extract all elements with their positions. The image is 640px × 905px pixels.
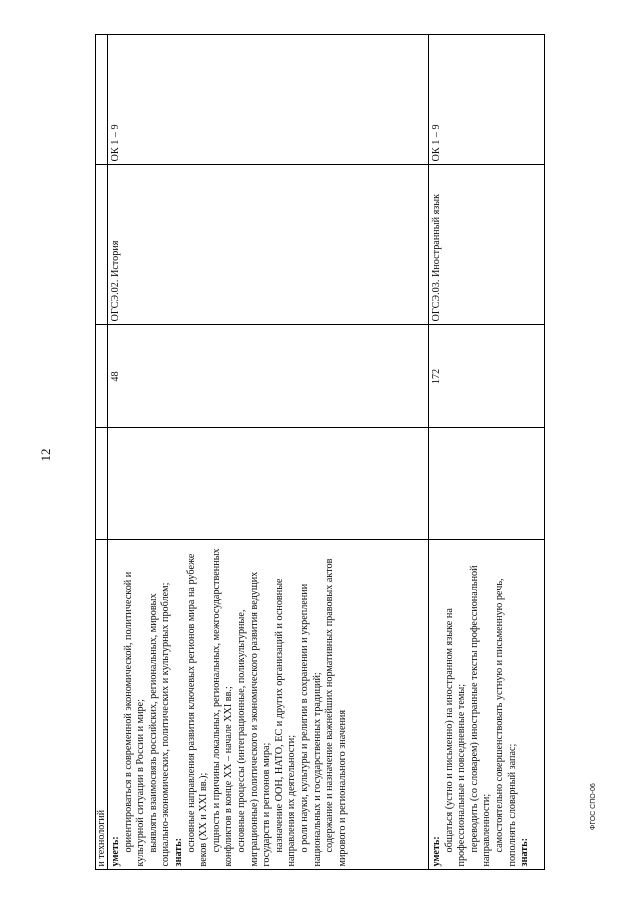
history-competencies-cell	[108, 35, 429, 165]
history-znat-item: содержание и назначение важнейших нормативных правовых актов мирового и регионального значения	[324, 558, 348, 867]
page-number: 12	[38, 448, 53, 462]
history-znat-item: сущность и причины локальных, региональных, межгосударственных конфликтов в конце XX – начале XXI вв.;	[210, 548, 235, 867]
language-znat-label: знать:	[519, 837, 531, 867]
language-umet-item: переводить (со словарем) иностранные тексты профессиональной направленности;	[468, 565, 493, 867]
history-hours-cell	[108, 325, 429, 428]
language-competencies: ОК 1 – 9	[431, 124, 442, 162]
history-hours: 48	[110, 371, 121, 382]
language-requirements-cell	[429, 540, 545, 870]
history-empty-cell	[108, 428, 429, 540]
table-row-language	[429, 35, 545, 870]
history-znat-item: основные процессы (интеграционные, поликультурные, миграционные) политического и экономического развития ведущих государств и регионов мира;	[235, 571, 273, 867]
language-umet-label: уметь:	[431, 836, 442, 867]
top-text-cell	[96, 540, 108, 870]
rotated-table-wrapper	[95, 35, 545, 870]
history-znat-item: о роли науки, культуры и религии в сохранении и укреплении национальных и государственных традиций;	[298, 583, 323, 867]
competency-table	[95, 35, 545, 871]
language-umet-item: общаться (устно и письменно) на иностранном языке на профессиональные и повседневные темы;	[443, 608, 468, 867]
history-umet-item: выявлять взаимосвязь российских, региональных, мировых социально-экономических, политических и культурных проблем;	[147, 582, 172, 867]
language-discipline-cell	[429, 165, 545, 325]
table-row-history	[108, 35, 429, 870]
history-umet-item: ориентироваться в современной экономической, политической и культурной ситуации в России и мире;	[122, 571, 147, 867]
language-hours-cell	[429, 325, 545, 428]
history-discipline: ОГСЭ.02. История	[110, 240, 121, 322]
top-text: и технологий	[96, 809, 107, 867]
language-competencies-cell	[429, 35, 545, 165]
language-hours: 172	[431, 368, 442, 385]
history-znat-label: знать:	[172, 837, 184, 867]
history-znat-item: назначение ООН, НАТО, ЕС и других организаций и основные направления их деятельности;	[273, 578, 298, 867]
language-discipline: ОГСЭ.03. Иностранный язык	[431, 193, 442, 322]
history-discipline-cell	[108, 165, 429, 325]
history-requirements-cell	[108, 540, 429, 870]
table-row-top-blank	[96, 35, 108, 870]
language-empty-cell	[429, 428, 545, 540]
history-znat-item: основные направления развития ключевых регионов мира на рубеже веков (XX и XXI вв.);	[185, 553, 210, 867]
language-umet-item: самостоятельно совершенствовать устную и письменную речь, пополнять словарный запас;	[493, 578, 518, 867]
history-umet-label: уметь:	[110, 836, 121, 867]
footer-code: ФГОС СПО-06	[590, 783, 597, 830]
history-competencies: ОК 1 – 9	[110, 124, 121, 162]
